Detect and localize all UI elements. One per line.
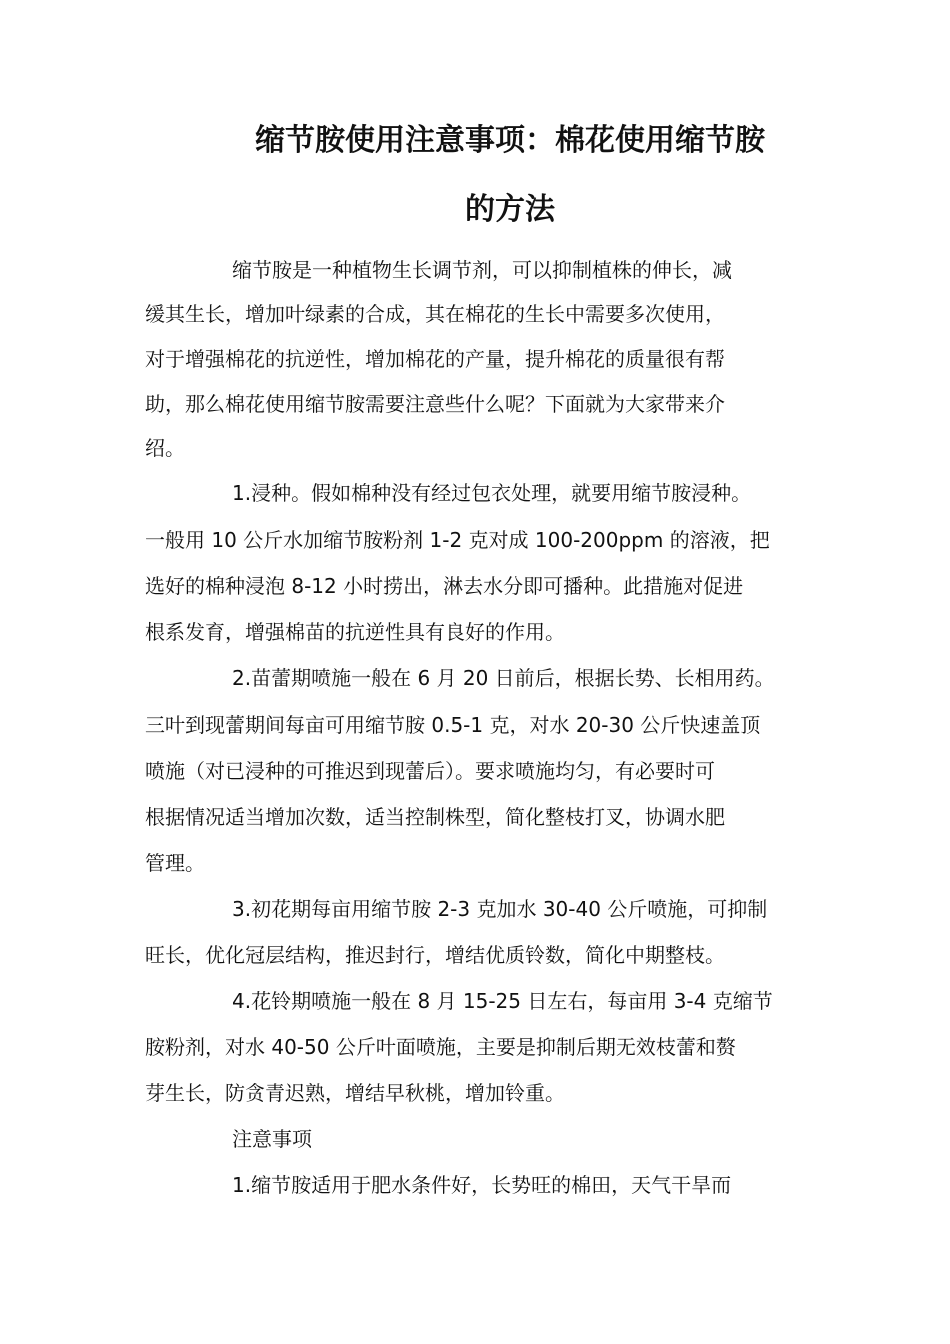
paragraph-line: 绍。	[145, 436, 185, 460]
paragraph-line: 1.缩节胺适用于肥水条件好，长势旺的棉田，天气干旱而	[232, 1173, 732, 1197]
paragraph-line: 对于增强棉花的抗逆性，增加棉花的产量，提升棉花的质量很有帮	[145, 347, 725, 371]
paragraph-line: 缩节胺是一种植物生长调节剂，可以抑制植株的伸长，减	[232, 258, 732, 282]
document-title-line-1: 缩节胺使用注意事项：棉花使用缩节胺	[255, 123, 765, 158]
paragraph-line: 2.苗蕾期喷施一般在 6 月 20 日前后，根据长势、长相用药。	[232, 666, 775, 690]
paragraph-line: 1.浸种。假如棉种没有经过包衣处理，就要用缩节胺浸种。	[232, 481, 752, 505]
paragraph-line: 3.初花期每亩用缩节胺 2-3 克加水 30-40 公斤喷施，可抑制	[232, 897, 768, 921]
paragraph-line: 胺粉剂，对水 40-50 公斤叶面喷施，主要是抑制后期无效枝蕾和赘	[145, 1035, 736, 1059]
paragraph-line: 芽生长，防贪青迟熟，增结早秋桃，增加铃重。	[145, 1081, 565, 1105]
paragraph-line: 根据情况适当增加次数，适当控制株型，简化整枝打叉，协调水肥	[145, 805, 725, 829]
document-title-line-2: 的方法	[465, 192, 555, 227]
section-heading: 注意事项	[232, 1127, 312, 1151]
paragraph-line: 喷施（对已浸种的可推迟到现蕾后）。要求喷施均匀，有必要时可	[145, 759, 715, 783]
paragraph-line: 助，那么棉花使用缩节胺需要注意些什么呢？下面就为大家带来介	[145, 392, 725, 416]
paragraph-line: 三叶到现蕾期间每亩可用缩节胺 0.5-1 克，对水 20-30 公斤快速盖顶	[145, 713, 761, 737]
paragraph-line: 根系发育，增强棉苗的抗逆性具有良好的作用。	[145, 620, 565, 644]
paragraph-line: 4.花铃期喷施一般在 8 月 15-25 日左右，每亩用 3-4 克缩节	[232, 989, 773, 1013]
paragraph-line: 选好的棉种浸泡 8-12 小时捞出，淋去水分即可播种。此措施对促进	[145, 574, 744, 598]
paragraph-line: 管理。	[145, 851, 205, 875]
paragraph-line: 一般用 10 公斤水加缩节胺粉剂 1-2 克对成 100-200ppm 的溶液，把	[145, 528, 770, 552]
paragraph-line: 旺长，优化冠层结构，推迟封行，增结优质铃数，简化中期整枝。	[145, 943, 725, 967]
paragraph-line: 缓其生长，增加叶绿素的合成，其在棉花的生长中需要多次使用，	[145, 302, 725, 326]
